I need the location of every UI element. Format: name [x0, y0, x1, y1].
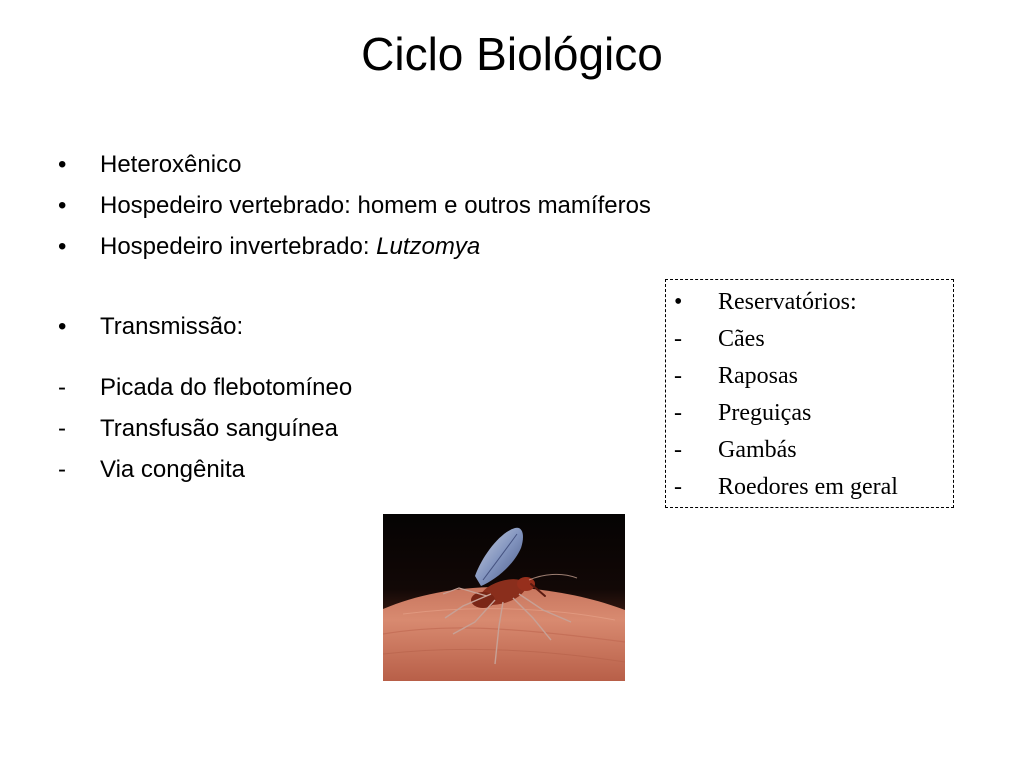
list-item-text: Hospedeiro vertebrado: homem e outros mamíferos: [100, 192, 651, 219]
bullet-marker: •: [58, 233, 67, 260]
reservoir-item-text: Roedores em geral: [718, 474, 898, 500]
reservoir-item-text: Raposas: [718, 363, 798, 389]
list-item-transmission: [58, 310, 678, 351]
sub-item-text: Picada do flebotomíneo: [100, 374, 353, 401]
sandfly-photo: [383, 514, 625, 681]
bullet-marker: •: [58, 151, 67, 178]
dash-marker: -: [58, 456, 66, 483]
reservoirs-heading-text: Reservatórios:: [718, 289, 857, 315]
sandfly-illustration: [383, 514, 625, 681]
reservoir-item-text: Preguiças: [718, 400, 812, 426]
dash-marker: -: [674, 437, 682, 463]
list-item-vertebrate-host: [58, 189, 678, 230]
list-item-text: [100, 230, 480, 264]
bullet-marker: •: [58, 313, 67, 340]
sub-item-bite: [58, 371, 678, 412]
dash-marker: -: [674, 363, 682, 389]
bullet-marker: •: [674, 289, 683, 315]
dash-marker: -: [58, 415, 66, 442]
dash-marker: -: [58, 374, 66, 401]
dash-marker: -: [674, 400, 682, 426]
reservoirs-box: [665, 279, 954, 508]
dash-marker: -: [674, 474, 682, 500]
sub-item-transfusion: [58, 412, 678, 453]
reservoir-item-text: Gambás: [718, 437, 797, 463]
list-item-heteroxenico: [58, 148, 678, 189]
sub-item-congenital: [58, 453, 678, 494]
main-bullet-list: [58, 148, 678, 494]
list-item-label: Hospedeiro invertebrado:: [100, 233, 377, 260]
dash-marker: -: [674, 326, 682, 352]
slide-title: Ciclo Biológico: [361, 28, 663, 80]
list-item-text: Heteroxênico: [100, 151, 242, 178]
reservoir-item-text: Cães: [718, 326, 765, 352]
list-item-invertebrate-host: [58, 230, 678, 271]
list-item-text: Transmissão:: [100, 313, 244, 340]
genus-name: Lutzomya: [376, 233, 481, 260]
sub-item-text: Transfusão sanguínea: [100, 415, 338, 442]
bullet-marker: •: [58, 192, 67, 219]
sub-item-text: Via congênita: [100, 456, 246, 483]
